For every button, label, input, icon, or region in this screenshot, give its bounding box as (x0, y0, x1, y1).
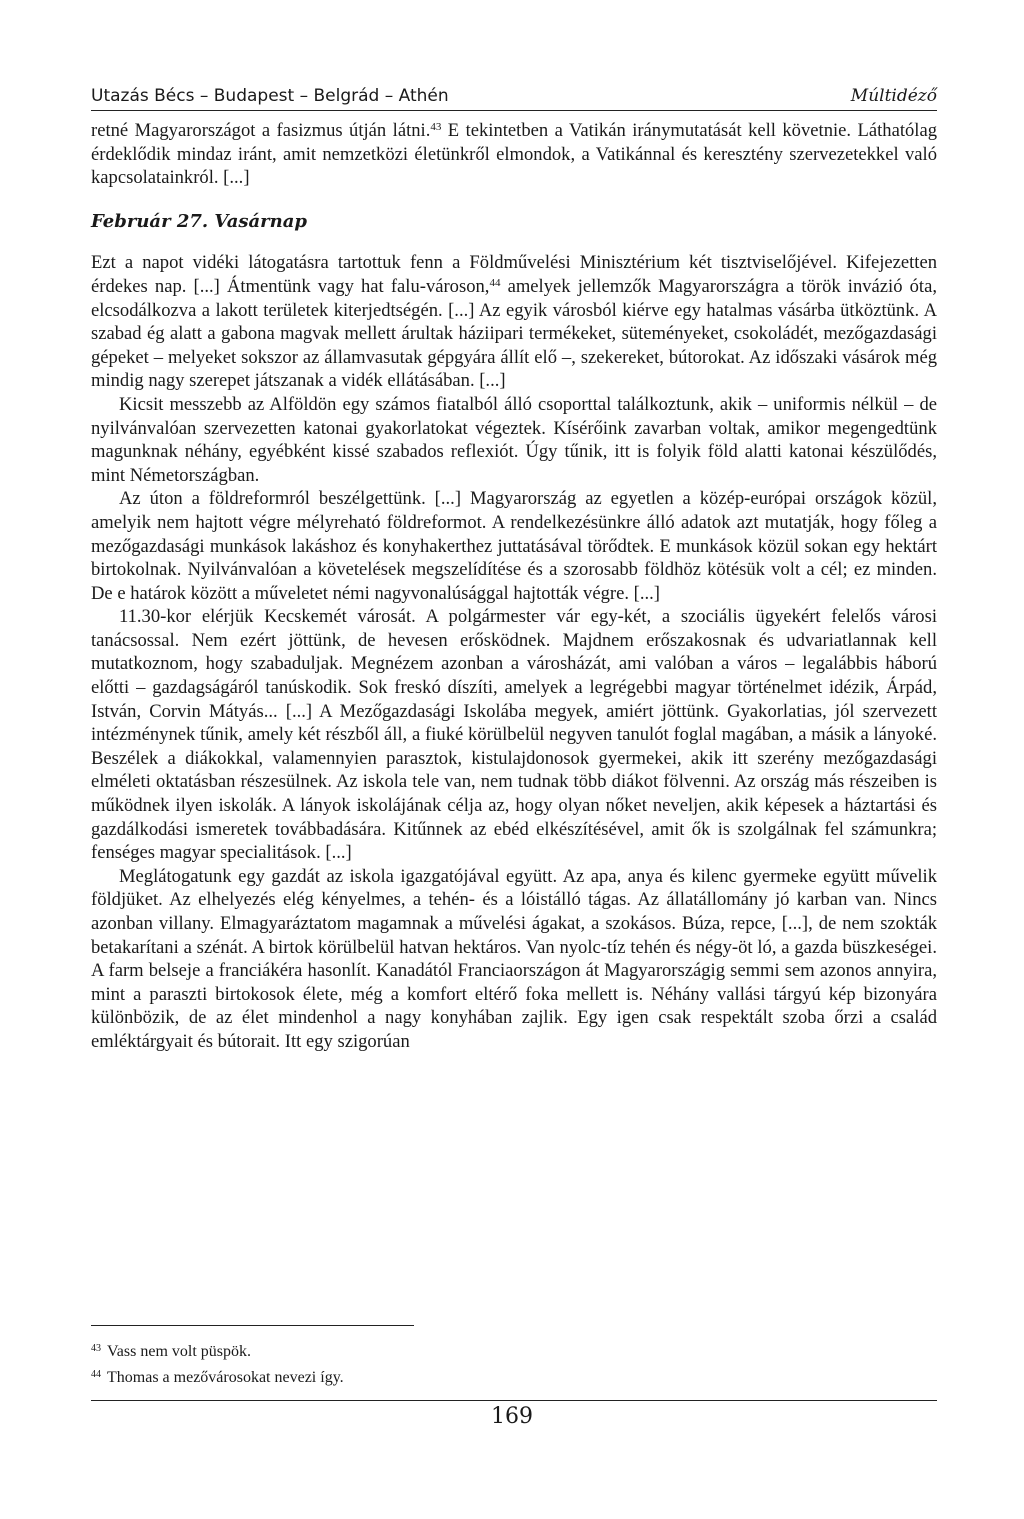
running-header (91, 86, 937, 106)
paragraph: Ezt a napot vidéki látogatásra tartottuk fenn a Földművelési Minisztérium két tisztviselőjével. Kifejezetten érdekes nap. [...] Átmentünk vagy hat falu-városon,$^{44}$ amelyek jellemzők Magyarországra a török invázió óta, elcsodálkozva a lakott területek kiterjedtségén. [...] Az egyik városból kiérve egy hatalmas vásárba ütköztünk. A szabad ég alatt a gabona magvak mellett árultak háziipari termékeket, süteményeket, csokoládét, mezőgazdasági gépeket – melyeket sokszor az államvasutak gépgyára állít elő –, szekereket, bútorokat. Az időszaki vásárok még mindig nagy szerepet játszanak a vidék ellátásában. [...] (91, 252, 937, 392)
header-title: Utazás Bécs – Budapest – Belgrád – Athén (91, 86, 449, 106)
footnote-ref: 43 (430, 121, 442, 133)
diary-entry-heading: Február 27. Vasárnap (91, 210, 307, 232)
footnote-ref: 44 (489, 276, 501, 289)
header-section: Múltidéző (850, 86, 937, 106)
paragraph: Kicsit messzebb az Alföldön egy számos fiatalból álló csoporttal találkoztunk, akik – uniformis nélkül – de nyilvánvalóan szervezetten katonai gyakorlatokat végeztek. Kísérőink zavarban voltak, amikor megengedtünk magunknak néhány, egyébként kissé szabados reflexiót. Úgy tűnik, itt is folyik föld alatti katonai készülődés, mint Németországban. (91, 393, 937, 486)
footnote-rule (91, 1325, 414, 1326)
paragraph: 11.30-kor elérjük Kecskemét városát. A polgármester vár egy-két, a szociális ügyekért felelős városi tanácsossal. Nem ezért jöttünk, de hevesen erősködnek. Majdnem erőszakosnak és udvariatlannak kell mutatkoznom, hogy szabaduljak. Megnézem azonban a városházát, ami valóban a város – legalábbis háború előtti – gazdagságáról tanúskodik. Sok freskó díszíti, amelyek a legrégebbi magyar történelmet idézik, Árpád, István, Corvin Mátyás... [...] A Mezőgazdasági Iskolába megyek, amiért jöttünk. Gyakorlatias, jól szervezett intézménynek tűnik, amely két részből áll, a fiuké körülbelül negyven tanulót foglal magában, a másik a lányoké. Beszélek a diákokkal, valamennyien parasztok, kistulajdonosok gyermekei, akik itt szerény mezőgazdasági elméleti oktatásban részesülnek. Az iskola tele van, nem tudnak több diákot fölvenni. Az ország más részeiben is működnek ilyen iskolák. A lányok iskolájának célja az, hogy olyan nőket neveljen, akik képesek a háztartási és gazdálkodási ismeretek továbbadására. Kitűnnek az ebéd elkészítésével, amit ők is szolgálnak fel számunkra; fenséges magyar specialitások. [...] (91, 606, 937, 864)
body-text (91, 119, 937, 1054)
footnote-number: 44 (91, 1369, 101, 1380)
paragraph: Az úton a földreformról beszélgettünk. [...] Magyarország az egyetlen a közép-európai országok közül, amelyik nem hajtott végre mélyreható földreformot. A rendelkezésünkre álló adatok azt mutatják, hogy főleg a mezőgazdasági munkások lakáshoz és konyhakerthez juttatásával törődtek. E munkások közül sokan egy hektárt birtokolnak. Nyilvánvalóan a követelések megszelídítése és a szorosabb földhöz kötésük volt a cél; ez minden. De e határok között a műveletet némi nagyvonalúsággal hajtották végre. [...] (91, 488, 937, 604)
header-rule (91, 110, 937, 111)
footnote-44 (91, 1369, 344, 1387)
footnote-text: Thomas a mezővárosokat nevezi így. (107, 1369, 344, 1386)
page-number: 169 (491, 1404, 533, 1429)
page (91, 86, 937, 1054)
footnote-number: 43 (91, 1343, 101, 1354)
paragraph: Meglátogatunk egy gazdát az iskola igazgatójával együtt. Az apa, anya és kilenc gyermeke együtt művelik földjüket. Az elhelyezés elég kényelmes, a tehén- és a lóistálló tágas. Az állatállomány jó karban van. Nincs azonban villany. Elmagyaráztatom magamnak a művelési ágakat, a szokásos. Búza, repce, [...], de nem szokták betakarítani a szénát. A birtok körülbelül hatvan hektáros. Van nyolc-tíz tehén és négy-öt ló, a gazda büszkeségei. A farm belseje a franciákéra hasonlít. Kanadától Franciaországon át Magyarországig semmi sem azonos annyira, mint a paraszti birtokosok élete, még a komfort eltérő foka mellett is. Néhány vallási tárgyú kép bizonyára különbözik, de az élet mindenhol a nagy konyhában zajlik. Egy igen csak respektált szoba őrzi a család emléktárgyait és bútorait. Itt egy szigorúan (91, 865, 937, 1052)
footnote-43 (91, 1343, 251, 1361)
footer-rule (91, 1400, 937, 1401)
paragraph: retné Magyarországot a fasizmus útján látni.$^{43}$ E tekintetben a Vatikán iránymutatását kell követnie. Láthatólag érdeklődik mindaz iránt, amit nemzetközi életünkről elmondok, a Vatikánnal és keresztény szervezetekkel való kapcsolatainkról. [...] (91, 120, 937, 189)
footnote-text: Vass nem volt püspök. (107, 1343, 251, 1360)
